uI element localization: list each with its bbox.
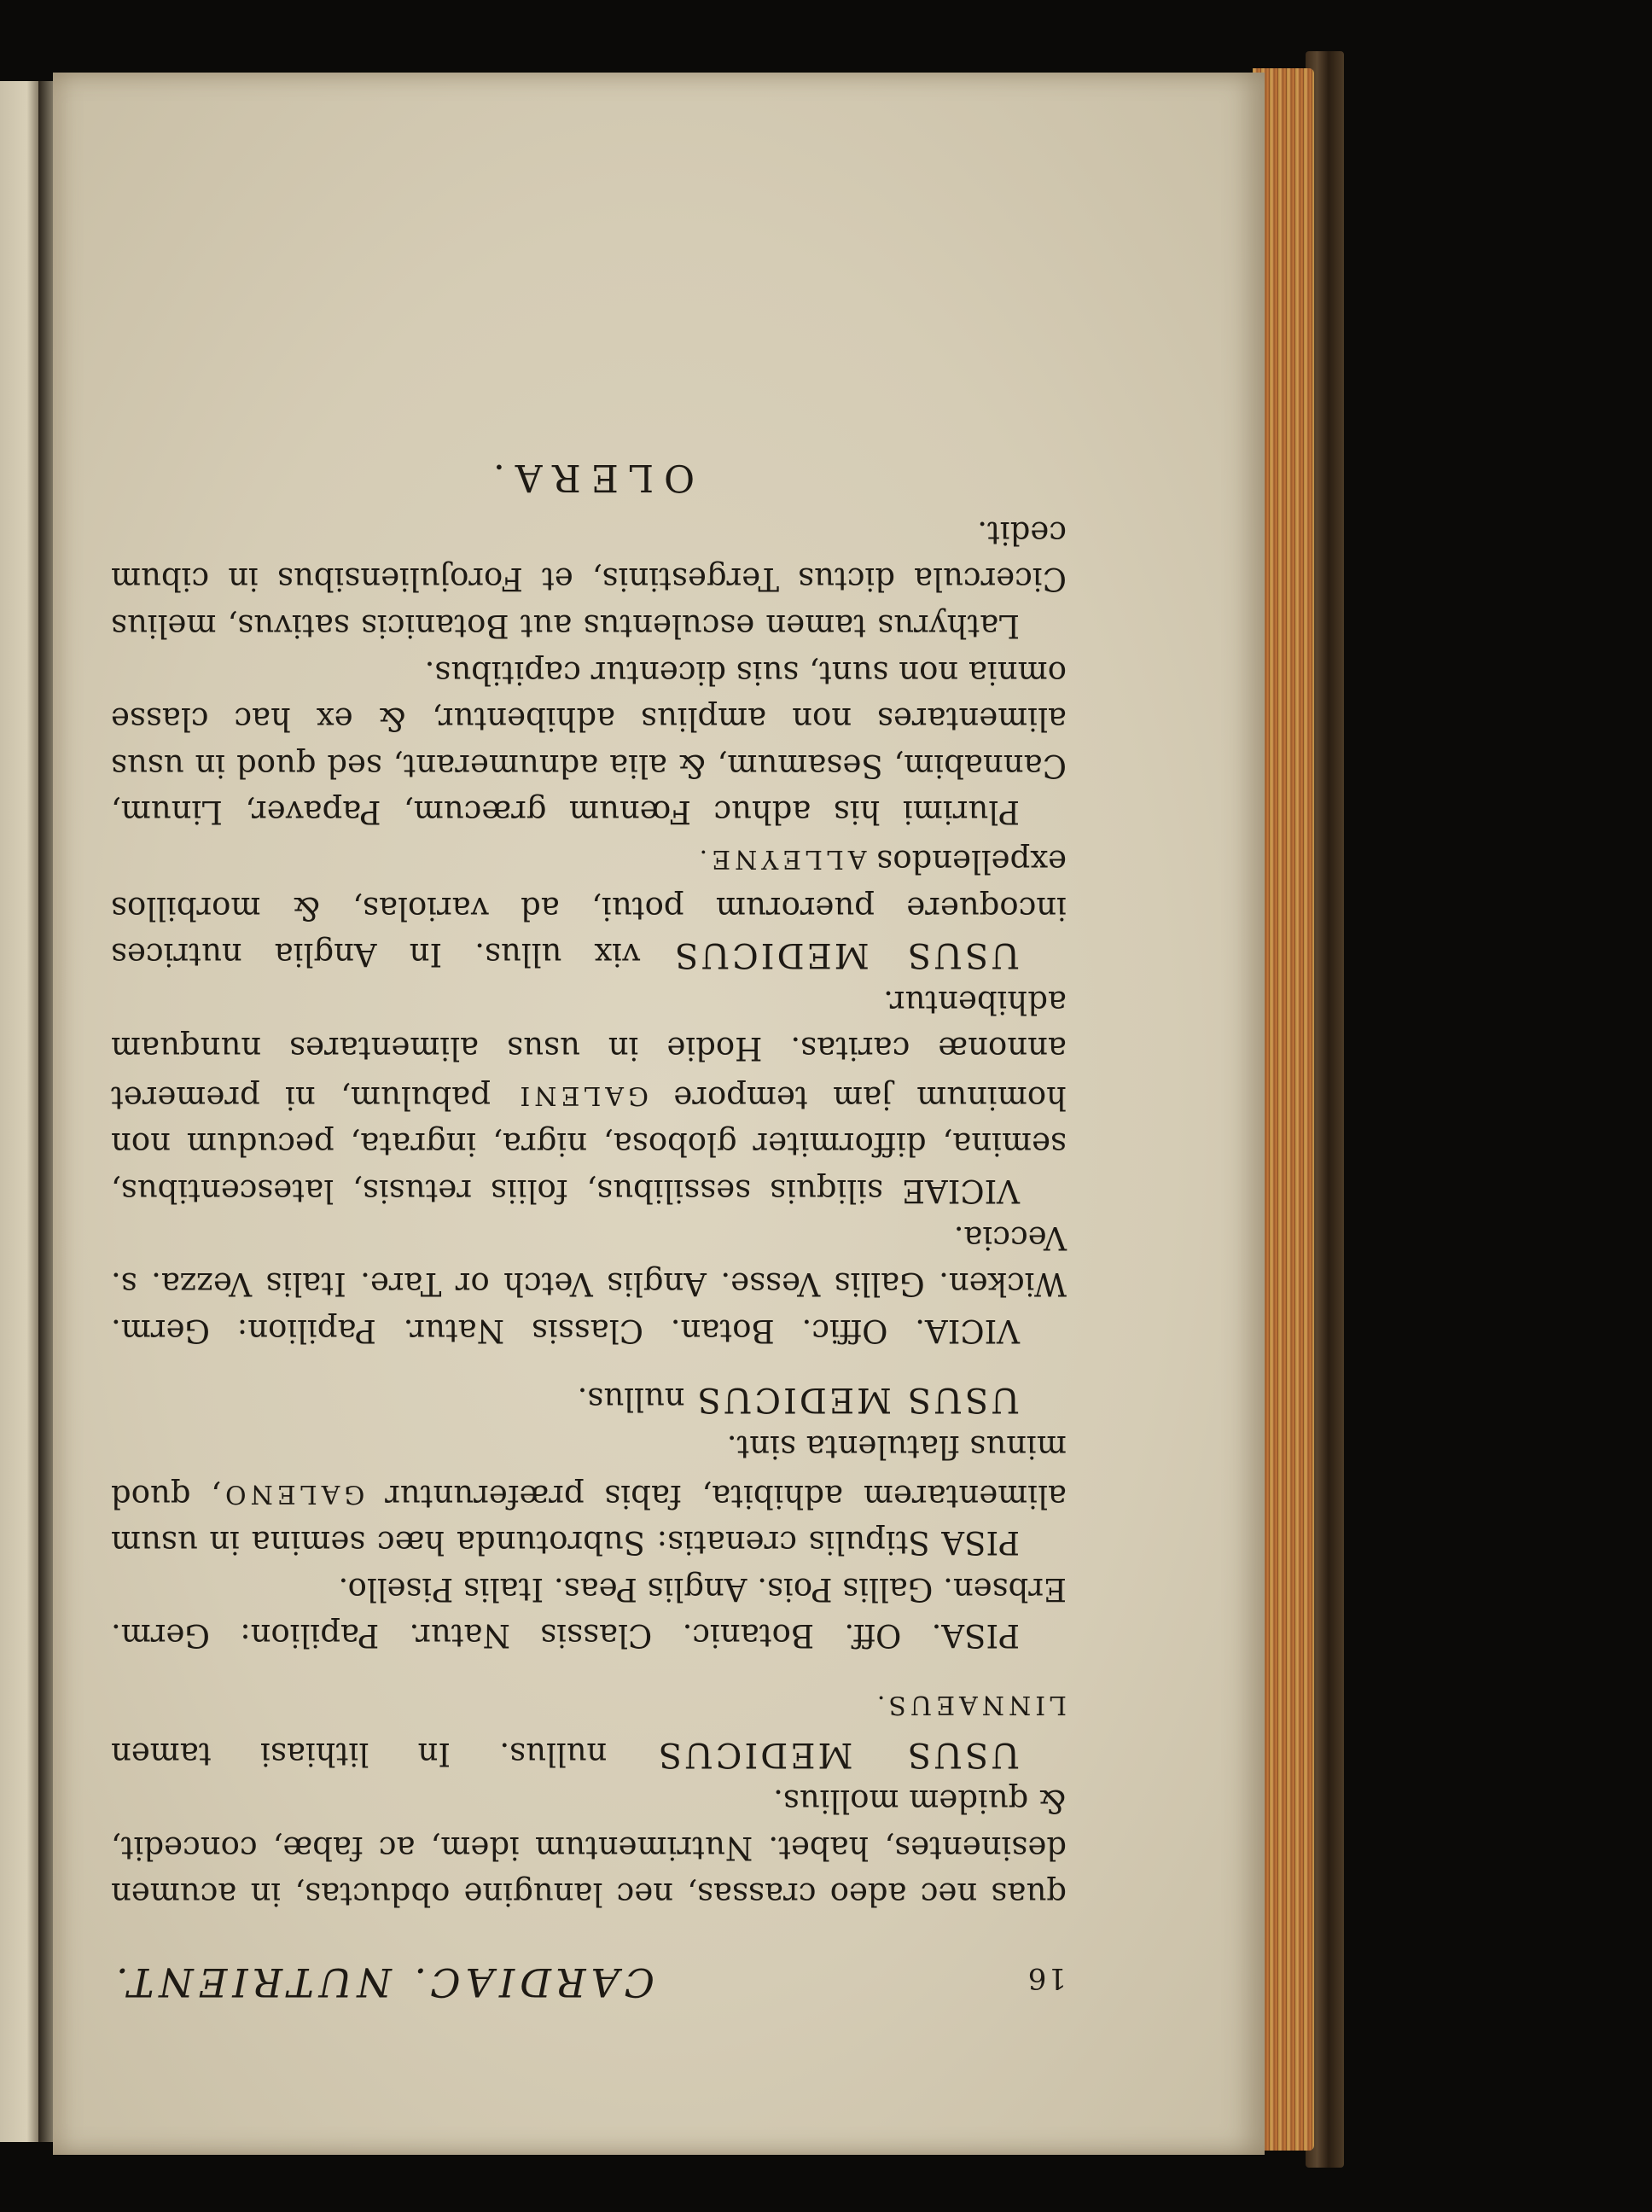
paragraph-usus-faba xyxy=(111,1680,1067,1777)
paragraph-faba-continued: quas nec adeo crassas, nec lanugine obductas, in acumen desinentes, habet. Nutrimentum idem, ac fabæ, concedit, & quidem mollius. xyxy=(111,1783,1067,1913)
paragraph-text: pabulum, ni premeret annonæ caritas. Hodie in usus alimentares nunquam adhibentur. xyxy=(110,983,1067,1116)
author-name: ALLEYNE. xyxy=(695,843,867,874)
author-name: LINNAEUS. xyxy=(872,1690,1067,1720)
paragraph-pisa-stipulis xyxy=(111,1423,1067,1565)
paragraph-usus-vicia xyxy=(111,835,1067,978)
paragraph-pisa: PISA. Off. Botanic. Classis Natur. Papilion: Germ. Erbsen. Gallis Pois. Anglis Peas. Italis Pisello. xyxy=(111,1570,1067,1655)
page-number: 16 xyxy=(1026,1961,1067,1995)
paragraph-text: vix ullus. In Anglia nutrices incoquere puerorum potui, ad variolas, & morbillos expellendos xyxy=(110,842,1067,974)
running-header xyxy=(111,1954,1067,2005)
paragraph-text: VICIAE siliquis sessilibus, foliis retusis, latescentibus, semina, difformiter globosa, nigra, ingrata, pecudum non hominum jam tempore xyxy=(111,1079,1067,1210)
paragraph-lathyrus: Lathyrus tamen esculentus aut Botanicis sativus, melius Cicercula dictus Tergestinis, et Forojuliensibus in cibum cedit. xyxy=(111,514,1067,644)
paragraph-vicia: VICIA. Offic. Botan. Classis Natur. Papilion: Germ. Wicken. Gallis Vesse. Anglis Vetch or Tare. Italis Vezza. s. Veccia. xyxy=(111,1219,1067,1349)
section-head: USUS MEDICUS xyxy=(655,1734,1020,1774)
author-name: GALENI xyxy=(515,1080,649,1110)
section-head: USUS MEDICUS xyxy=(695,1380,1020,1420)
paragraph-text: nullus. xyxy=(577,1381,695,1418)
paragraph-text: PISA Stipulis crenatis: Subrotunda hæc semina in usum alimentarem adhibita, fabis præferuntur xyxy=(111,1477,1067,1562)
section-head: USUS MEDICUS xyxy=(672,935,1020,975)
inverted-text-block xyxy=(111,290,1067,2005)
facing-page-edge xyxy=(0,81,38,2142)
paragraph-plurimi: Plurimi his adhuc Fœnum græcum, Papaver, Linum, Cannabim, Sesamum, & alia adnumerant, sed quod in usus alimentares non amplius adhibentur, & ex hac classe omnia non sunt, suis dicentur capitibus. xyxy=(111,654,1067,831)
running-head: CARDIAC. NUTRIENT. xyxy=(111,1959,654,2005)
author-name: GALENO xyxy=(221,1478,365,1509)
paragraph-text: , quod minus flatulenta sint. xyxy=(110,1429,1067,1515)
paragraph-viciae xyxy=(111,978,1067,1214)
paragraph-usus-pisa xyxy=(111,1376,1067,1423)
section-title: OLERA. xyxy=(482,456,695,500)
paragraph-text: nullus. In lithiasi tamen xyxy=(110,1735,656,1773)
